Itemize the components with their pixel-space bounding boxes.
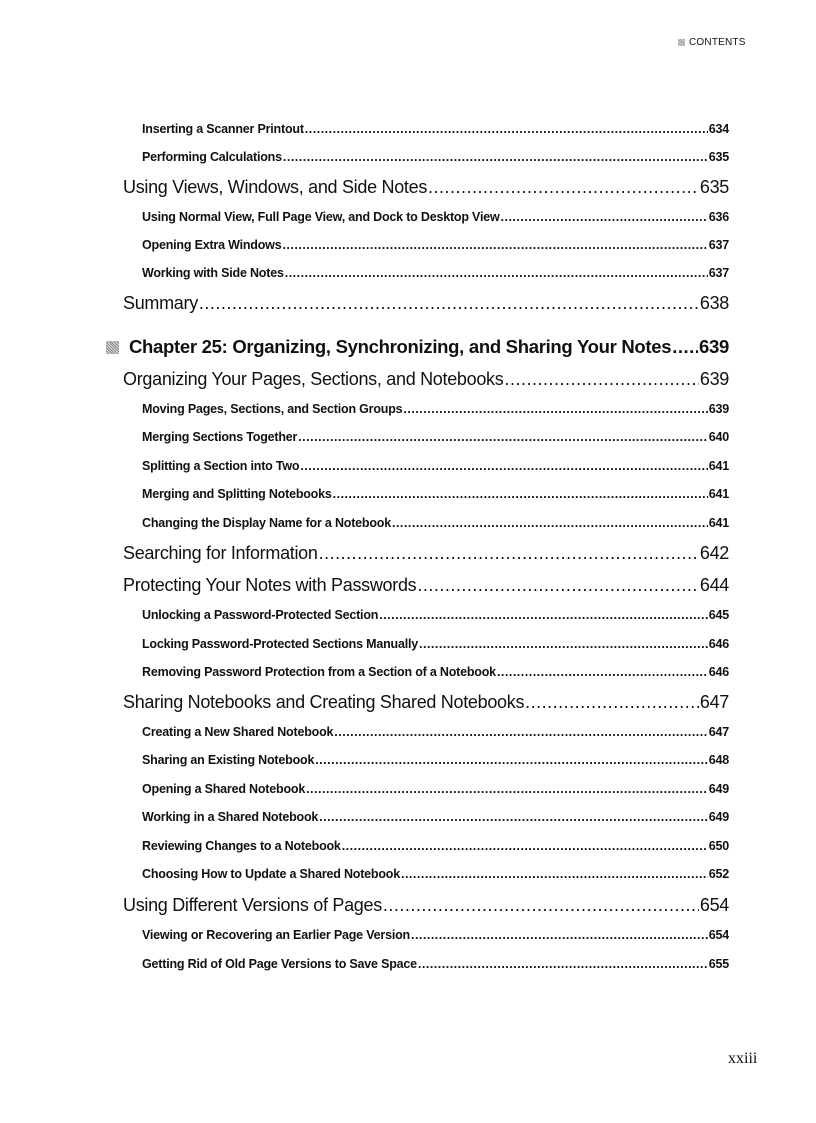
toc-entry-page: 646: [708, 637, 729, 651]
toc-entry[interactable]: [142, 867, 729, 881]
toc-section-page: 654: [699, 895, 729, 915]
running-header: [678, 37, 746, 48]
header-square-icon: [678, 39, 685, 46]
toc-entry-page: 650: [708, 839, 729, 853]
toc-entry-title: Opening Extra Windows: [142, 238, 282, 252]
toc-entry-page: 634: [708, 122, 729, 136]
dot-leader: [282, 238, 707, 252]
dot-leader: [392, 516, 708, 530]
toc-entry[interactable]: [142, 637, 729, 651]
toc-section[interactable]: [123, 895, 729, 916]
dot-leader: [411, 928, 708, 942]
toc-entry-title: Sharing an Existing Notebook: [142, 753, 315, 767]
toc-entry[interactable]: [142, 430, 729, 444]
toc-entry[interactable]: [142, 928, 729, 942]
toc-entry[interactable]: [142, 122, 729, 136]
dot-leader: [199, 293, 699, 314]
dot-leader: [298, 430, 708, 444]
toc-entry-page: 635: [708, 150, 729, 164]
toc-chapter-page: 639: [699, 336, 729, 357]
toc-entry-page: 636: [708, 210, 729, 224]
toc-section-page: 644: [699, 575, 729, 595]
dot-leader: [504, 369, 698, 390]
toc-entry[interactable]: [142, 402, 729, 416]
toc-section-page: 639: [699, 369, 729, 389]
dot-leader: [672, 336, 698, 358]
toc-entry[interactable]: [142, 782, 729, 796]
page-number: xxiii: [728, 1050, 758, 1067]
toc-entry-page: 647: [708, 725, 729, 739]
toc-entry[interactable]: [142, 210, 729, 224]
toc-entry-title: Locking Password-Protected Sections Manually: [142, 637, 418, 651]
toc-section-title: Protecting Your Notes with Passwords: [123, 575, 417, 595]
dot-leader: [285, 266, 708, 280]
toc-entry-page: 654: [708, 928, 729, 942]
toc-section-page: 647: [699, 692, 729, 712]
toc-entry[interactable]: [142, 238, 729, 252]
toc-entry[interactable]: [142, 150, 729, 164]
dot-leader: [342, 839, 708, 853]
toc-entry-page: 652: [708, 867, 729, 881]
toc-entry[interactable]: [142, 957, 729, 971]
dot-leader: [319, 810, 708, 824]
chapter-square-icon: [106, 341, 119, 354]
dot-leader: [315, 753, 708, 767]
toc-entry-page: 641: [708, 516, 729, 530]
toc-entry-title: Splitting a Section into Two: [142, 459, 300, 473]
dot-leader: [300, 459, 707, 473]
toc-section-title: Using Different Versions of Pages: [123, 895, 382, 915]
toc-section[interactable]: [123, 293, 729, 314]
toc-entry[interactable]: [142, 516, 729, 530]
toc-entry-page: 641: [708, 459, 729, 473]
toc-entry-title: Merging Sections Together: [142, 430, 298, 444]
toc-section-page: 635: [699, 177, 729, 197]
dot-leader: [401, 867, 708, 881]
toc-entry-title: Unlocking a Password-Protected Section: [142, 608, 379, 622]
toc-section-page: 638: [699, 293, 729, 313]
toc-entry-title: Moving Pages, Sections, and Section Groups: [142, 402, 403, 416]
dot-leader: [418, 957, 708, 971]
dot-leader: [306, 782, 708, 796]
dot-leader: [334, 725, 707, 739]
dot-leader: [283, 150, 708, 164]
toc-entry-title: Reviewing Changes to a Notebook: [142, 839, 341, 853]
dot-leader: [501, 210, 708, 224]
dot-leader: [428, 177, 699, 198]
dot-leader: [417, 575, 699, 596]
toc-chapter-title: Chapter 25: Organizing, Synchronizing, and Sharing Your Notes: [129, 336, 672, 357]
dot-leader: [419, 637, 708, 651]
toc-entry-page: 645: [708, 608, 729, 622]
toc-entry[interactable]: [142, 810, 729, 824]
toc-entry[interactable]: [142, 487, 729, 501]
toc-entry-title: Removing Password Protection from a Section of a Notebook: [142, 665, 496, 679]
toc-section[interactable]: [123, 369, 729, 390]
toc-entry-page: 640: [708, 430, 729, 444]
dot-leader: [379, 608, 708, 622]
dot-leader: [383, 895, 699, 916]
toc-chapter[interactable]: [106, 336, 729, 358]
toc-entry[interactable]: [142, 839, 729, 853]
toc-section-title: Sharing Notebooks and Creating Shared Notebooks: [123, 692, 525, 712]
toc-entry-page: 655: [708, 957, 729, 971]
toc-section-title: Summary: [123, 293, 198, 313]
toc-entry-title: Working with Side Notes: [142, 266, 284, 280]
dot-leader: [319, 543, 699, 564]
toc-entry-title: Choosing How to Update a Shared Notebook: [142, 867, 400, 881]
header-label: CONTENTS: [689, 37, 746, 48]
dot-leader: [497, 665, 708, 679]
toc-entry-title: Getting Rid of Old Page Versions to Save Space: [142, 957, 417, 971]
dot-leader: [333, 487, 708, 501]
toc-entry-title: Inserting a Scanner Printout: [142, 122, 304, 136]
toc-entry-title: Merging and Splitting Notebooks: [142, 487, 332, 501]
toc-entry-title: Performing Calculations: [142, 150, 282, 164]
dot-leader: [305, 122, 708, 136]
toc-entry-title: Working in a Shared Notebook: [142, 810, 319, 824]
toc-entry-title: Changing the Display Name for a Notebook: [142, 516, 391, 530]
toc-entry-page: 639: [708, 402, 729, 416]
toc-section[interactable]: [123, 692, 729, 713]
toc-entry[interactable]: [142, 266, 729, 280]
toc-entry-page: 646: [708, 665, 729, 679]
toc-section-title: Organizing Your Pages, Sections, and Notebooks: [123, 369, 504, 389]
toc-entry-title: Using Normal View, Full Page View, and Dock to Desktop View: [142, 210, 500, 224]
toc-section-title: Searching for Information: [123, 543, 318, 563]
toc-entry-page: 648: [708, 753, 729, 767]
toc-entry[interactable]: [142, 725, 729, 739]
toc-entry-title: Viewing or Recovering an Earlier Page Version: [142, 928, 410, 942]
toc-entry-page: 637: [708, 266, 729, 280]
toc-entry-page: 637: [708, 238, 729, 252]
toc-entry[interactable]: [142, 608, 729, 622]
toc-entry-page: 649: [708, 782, 729, 796]
toc-entry-title: Opening a Shared Notebook: [142, 782, 306, 796]
toc-section[interactable]: [123, 543, 729, 564]
toc-entry[interactable]: [142, 665, 729, 679]
toc-entry-page: 649: [708, 810, 729, 824]
toc-section-page: 642: [699, 543, 729, 563]
toc-entry[interactable]: [142, 459, 729, 473]
toc-entry-title: Creating a New Shared Notebook: [142, 725, 334, 739]
dot-leader: [525, 692, 699, 713]
toc-section-title: Using Views, Windows, and Side Notes: [123, 177, 428, 197]
toc-section[interactable]: [123, 177, 729, 198]
toc-entry-page: 641: [708, 487, 729, 501]
toc-entry[interactable]: [142, 753, 729, 767]
toc-section[interactable]: [123, 575, 729, 596]
dot-leader: [403, 402, 707, 416]
